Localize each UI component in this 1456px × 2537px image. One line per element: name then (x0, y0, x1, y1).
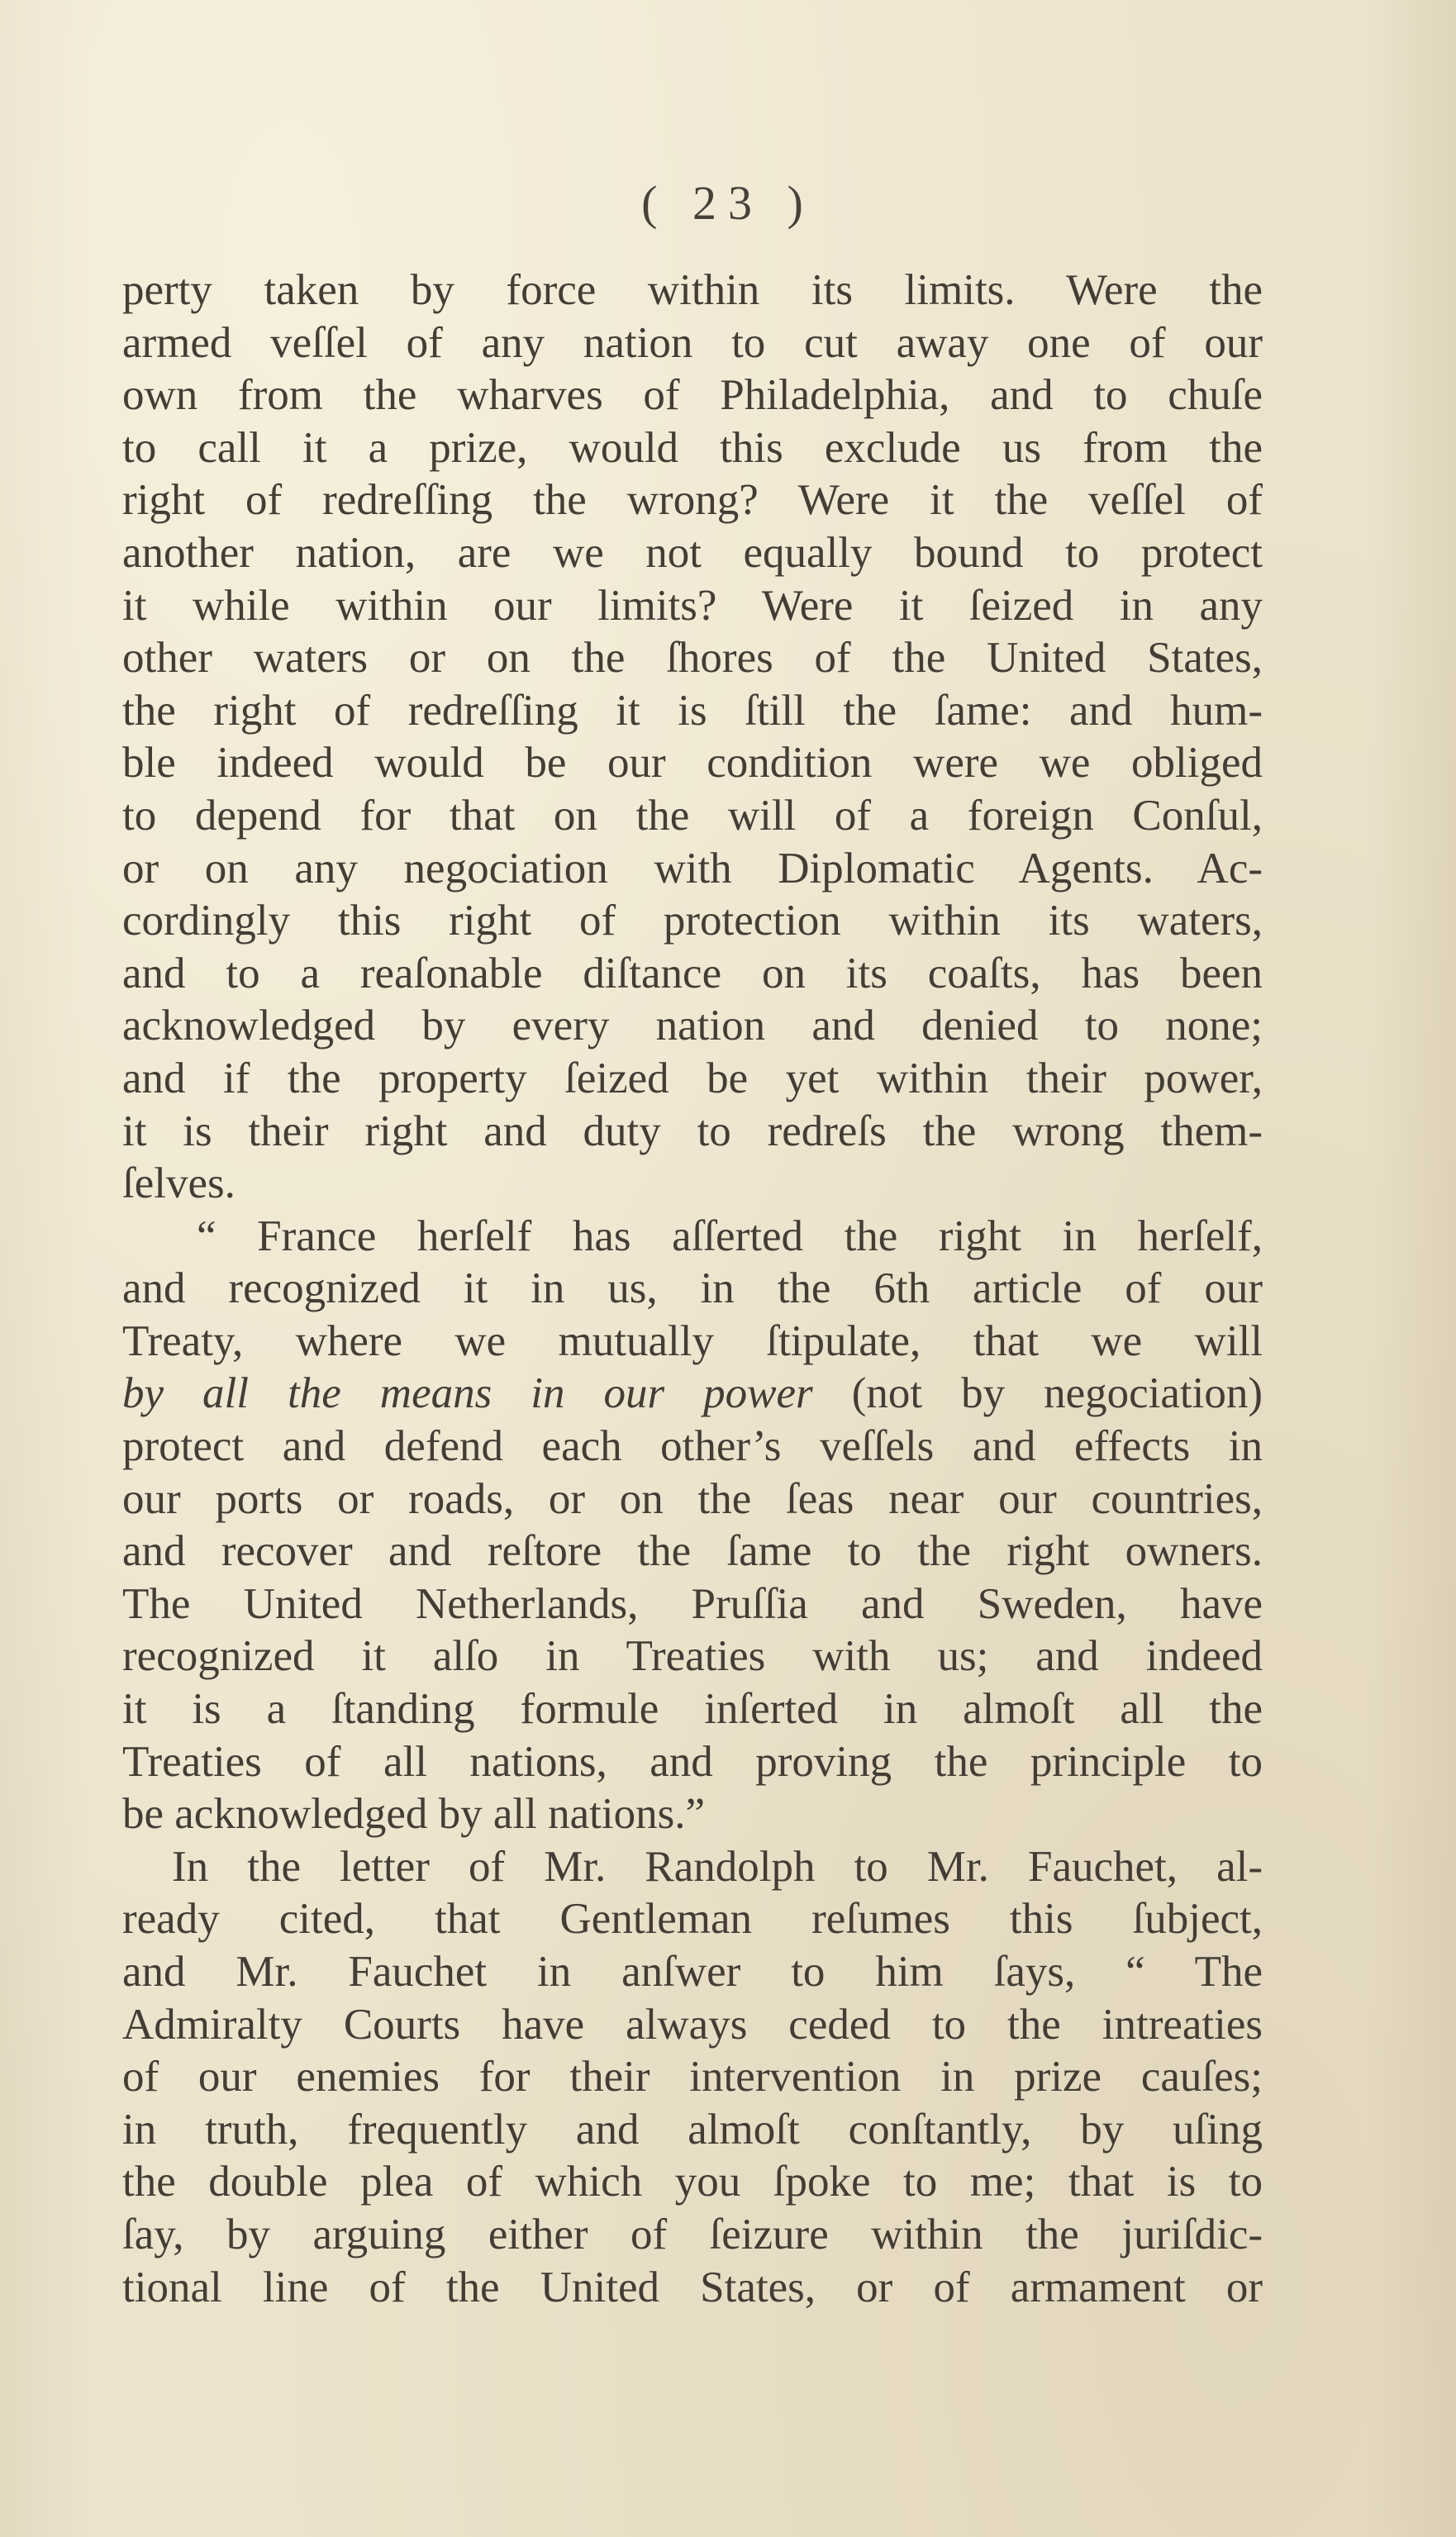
text-line-with-italic (122, 1368, 1263, 1421)
text-line: and recognized it in us, in the 6th article of our (122, 1264, 1263, 1313)
text-line: ſay, by arguing either of ſeizure within the juriſdic- (122, 2210, 1263, 2259)
text-line: the right of redreſſing it is ſtill the ſame: and hum- (122, 686, 1263, 735)
paragraph-start-line: “ France herſelf has aſſerted the right in herſelf, (197, 1211, 1263, 1260)
paragraph-start-line: In the letter of Mr. Randolph to Mr. Fauchet, al- (172, 1842, 1263, 1891)
text-line: ſelves. (122, 1159, 236, 1208)
text-line: cordingly this right of protection within its waters, (122, 897, 1263, 945)
text-line: perty taken by force within its limits. Were the (122, 266, 1263, 314)
text-line: acknowledged by every nation and denied to none; (122, 1002, 1263, 1050)
text-line: The United Netherlands, Pruſſia and Sweden, have (122, 1579, 1263, 1628)
text-line: in truth, frequently and almoſt conſtantly, by uſing (122, 2105, 1263, 2154)
text-line: our ports or roads, or on the ſeas near our countries, (122, 1474, 1263, 1523)
text-line: Treaty, where we mutually ſtipulate, that we will (122, 1316, 1263, 1365)
text-line: right of redreſſing the wrong? Were it the veſſel of (122, 476, 1263, 525)
body-text (122, 264, 1263, 2314)
text-line: to call it a prize, would this exclude us from the (122, 423, 1263, 472)
text-line: of our enemies for their intervention in prize cauſes; (122, 2053, 1263, 2101)
text-line: be acknowledged by all nations.” (122, 1790, 705, 1839)
text-line: another nation, are we not equally bound to protect (122, 528, 1263, 577)
text-line: recognized it alſo in Treaties with us; and indeed (122, 1632, 1263, 1681)
text-line: it while within our limits? Were it ſeized in any (122, 581, 1263, 630)
text-line: Admiralty Courts have always ceded to the intreaties (122, 2000, 1263, 2049)
text-line: armed veſſel of any nation to cut away one of our (122, 318, 1263, 367)
text-line: tional line of the United States, or of armament or (122, 2263, 1263, 2311)
text-line: Treaties of all nations, and proving the principle to (122, 1737, 1263, 1786)
text-line: ble indeed would be our condition were we obliged (122, 739, 1263, 788)
text-line: it is a ſtanding formule inſerted in almoſt all the (122, 1685, 1263, 1734)
text-line: it is their right and duty to redreſs the wrong them- (122, 1107, 1263, 1155)
text-line: the double plea of which you ſpoke to me; that is to (122, 2158, 1263, 2206)
text-line: own from the wharves of Philadelphia, and to chuſe (122, 371, 1263, 420)
text-segment: (not by negociation) (851, 1369, 1263, 1418)
text-line: other waters or on the ſhores of the United States, (122, 634, 1263, 683)
page-number: ( 23 ) (641, 176, 815, 230)
text-line: and if the property ſeized be yet within their power, (122, 1054, 1263, 1102)
text-line: and recover and reſtore the ſame to the right owners. (122, 1527, 1263, 1576)
italic-phrase: by all the means in our power (122, 1369, 813, 1418)
text-line: protect and defend each other’s veſſels and effects in (122, 1422, 1263, 1471)
text-line: ready cited, that Gentleman reſumes this ſubject, (122, 1895, 1263, 1944)
text-line: and to a reaſonable diſtance on its coaſts, has been (122, 949, 1263, 997)
text-line: and Mr. Fauchet in anſwer to him ſays, “ The (122, 1948, 1263, 1996)
text-line: to depend for that on the will of a foreign Conſul, (122, 791, 1263, 840)
text-line: or on any negociation with Diplomatic Agents. Ac- (122, 844, 1263, 892)
